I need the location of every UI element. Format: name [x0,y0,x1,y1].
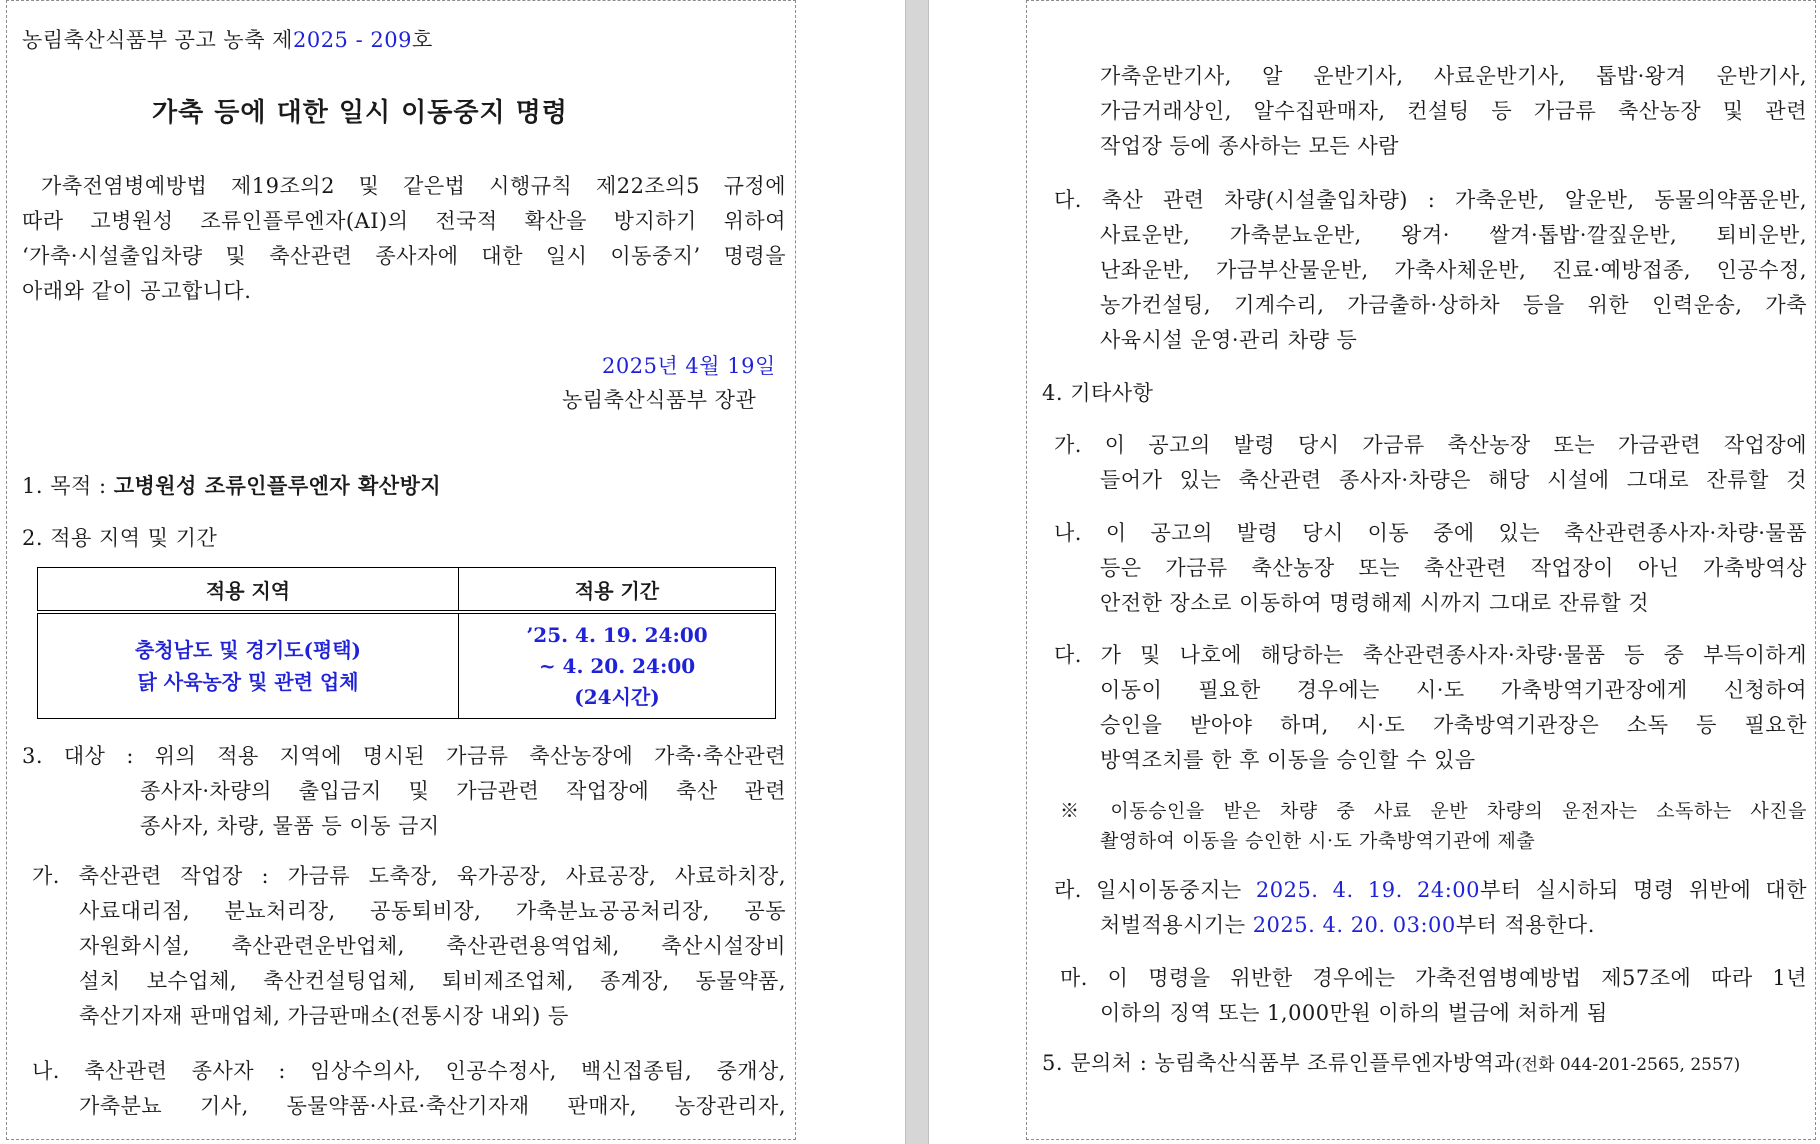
start-datetime: 2025. 4. 19. 24:00 [1255,878,1481,902]
etc-ra-text-2: 부터 실시하되 명령 위반에 대한 [1480,878,1807,902]
etc-na-line-2: 등은 가금류 축산농장 또는 축산관련 작업장이 아닌 가축방역상 [1100,556,1807,580]
etc-ga-line-2: 들어가 있는 축산관련 종사자·차량은 해당 시설에 그대로 잔류할 것 [1100,468,1807,492]
section-1-text: 고병원성 조류인플루엔자 확산방지 [113,473,442,498]
cell-region [38,612,459,719]
item-ga-line-5: 축산기자재 판매업체, 가금판매소(전통시장 내외) 등 [79,1004,569,1028]
cont-line-1: 가축운반기사, 알 운반기사, 사료운반기사, 톱밥·왕겨 운반기사, [1100,64,1807,88]
etc-da-line-2: 이동이 필요한 경우에는 시·도 가축방역기관장에게 신청하여 [1100,678,1807,702]
notice-number [22,23,433,58]
header-region: 적용 지역 [38,568,459,613]
page-divider [905,0,929,1144]
section-3-line-1: 3. 대상 : 위의 적용 지역에 명시된 가금류 축산농장에 가축·축산관련 [22,744,786,768]
document-title [152,96,568,131]
note-line-1: ※ 이동승인을 받은 차량 중 사료 운반 차량의 운전자는 소독하는 사진을 [1060,800,1807,822]
cont-line-3: 작업장 등에 종사하는 모든 사람 [1100,134,1399,158]
region-line-1: 충청남도 및 경기도(평택) [134,638,362,662]
contact-dept: 5. 문의처 : 농림축산식품부 조류인플루엔자방역과 [1042,1051,1516,1075]
penalty-datetime: 2025. 4. 20. 03:00 [1252,913,1456,937]
item-na-line-2: 가축분뇨 기사, 동물약품·사료·축산기자재 판매자, 농장관리자, [79,1094,786,1118]
item-da-line-4: 농가컨설팅, 기계수리, 가금출하·상하차 등을 위한 인력운송, 가축 [1100,293,1807,317]
etc-ma-line-1: 마. 이 명령을 위반한 경우에는 가축전염병예방법 제57조에 따라 1년 [1060,966,1807,990]
item-da-line-1: 다. 축산 관련 차량(시설출입차량) : 가축운반, 알운반, 동물의약품운반, [1054,188,1807,212]
notice-suffix: 호 [411,28,433,52]
intro-line-4: 아래와 같이 공고합니다. [22,279,252,303]
region-line-2: 닭 사육농장 및 관련 업체 [137,670,359,694]
etc-ga-line-1: 가. 이 공고의 발령 당시 가금류 축산농장 또는 가금관련 작업장에 [1054,433,1807,457]
etc-ma-line-2: 이하의 징역 또는 1,000만원 이하의 벌금에 처하게 됨 [1100,1001,1608,1025]
section-5 [1042,1046,1740,1083]
period-line-3: (24시간) [574,684,660,709]
item-da-line-5: 사육시설 운영·관리 차량 등 [1100,328,1358,352]
item-ga-line-3: 자원화시설, 축산관련운반업체, 축산관련용역업체, 축산시설장비 [79,934,786,958]
document-page-left [6,0,796,1140]
header-period: 적용 기간 [459,568,776,613]
section-3-line-3: 종사자, 차량, 물품 등 이동 금지 [140,814,440,838]
area-period-table [37,567,776,719]
etc-da-line-3: 승인을 받아야 하며, 시·도 가축방역기관장은 소독 등 필요한 [1100,713,1807,737]
section-3-line-2: 종사자·차량의 출입금지 및 가금관련 작업장에 축산 관련 [140,779,786,803]
item-na-line-1: 나. 축산관련 종사자 : 임상수의사, 인공수정사, 백신접종팀, 중개상, [32,1059,786,1083]
intro-line-1: 가축전염병예방법 제19조의2 및 같은법 시행규칙 제22조의5 규정에 [41,174,786,198]
section-1-label: 1. 목적 : [22,474,107,498]
item-da-line-2: 사료운반, 가축분뇨운반, 왕겨· 쌀겨·톱밥·깔짚운반, 퇴비운반, [1100,223,1807,247]
etc-da-line-1: 다. 가 및 나호에 해당하는 축산관련종사자·차량·물품 등 중 부득이하게 [1054,643,1807,667]
intro-line-2: 따라 고병원성 조류인플루엔자(AI)의 전국적 확산을 방지하기 위하여 [22,209,786,233]
etc-ra-text-3: 처벌적용시기는 [1100,913,1253,937]
etc-ra-text-4: 부터 적용한다. [1455,913,1595,937]
period-line-1: ’25. 4. 19. 24:00 [526,622,708,647]
item-ga-line-4: 설치 보수업체, 축산컨설팅업체, 퇴비제조업체, 종계장, 동물약품, [79,969,786,993]
table-row [38,612,776,719]
issuer: 농림축산식품부 장관 [562,388,757,412]
item-ga-line-1: 가. 축산관련 작업장 : 가금류 도축장, 육가공장, 사료공장, 사료하치장, [32,864,786,888]
etc-na-line-3: 안전한 장소로 이동하여 명령해제 시까지 그대로 잔류할 것 [1100,591,1650,615]
item-ga-line-2: 사료대리점, 분뇨처리장, 공동퇴비장, 가축분뇨공공처리장, 공동 [79,899,786,923]
cell-period [459,612,776,719]
title-text: 가축 등에 대한 일시 이동중지 명령 [152,98,568,128]
etc-da-line-4: 방역조치를 한 후 이동을 승인할 수 있음 [1100,748,1476,772]
note-line-2: 촬영하여 이동을 승인한 시·도 가축방역기관에 제출 [1100,830,1536,852]
etc-ra-text-1: 라. 일시이동중지는 [1054,878,1256,902]
table-header-row [38,568,776,613]
etc-ra-line-2 [1100,908,1595,943]
section-4: 4. 기타사항 [1042,381,1154,405]
etc-ra-line-1 [1054,873,1807,908]
section-2: 2. 적용 지역 및 기간 [22,526,218,550]
document-page-right [1026,0,1816,1140]
issue-date: 2025년 4월 19일 [602,354,776,378]
contact-phone: (전화 044-201-2565, 2557) [1515,1055,1741,1075]
intro-line-3: ‘가축·시설출입차량 및 축산관련 종사자에 대한 일시 이동중지’ 명령을 [22,244,786,268]
cont-line-2: 가금거래상인, 알수집판매자, 컨설팅 등 가금류 축산농장 및 관련 [1100,99,1807,123]
item-da-line-3: 난좌운반, 가금부산물운반, 가축사체운반, 진료·예방접종, 인공수정, [1100,258,1807,282]
period-line-2: ~ 4. 20. 24:00 [538,653,696,678]
notice-prefix: 농림축산식품부 공고 농축 제 [22,28,293,52]
etc-na-line-1: 나. 이 공고의 발령 당시 이동 중에 있는 축산관련종사자·차량·물품 [1054,521,1807,545]
notice-no: 2025 - 209 [292,28,412,52]
section-1 [22,468,441,504]
